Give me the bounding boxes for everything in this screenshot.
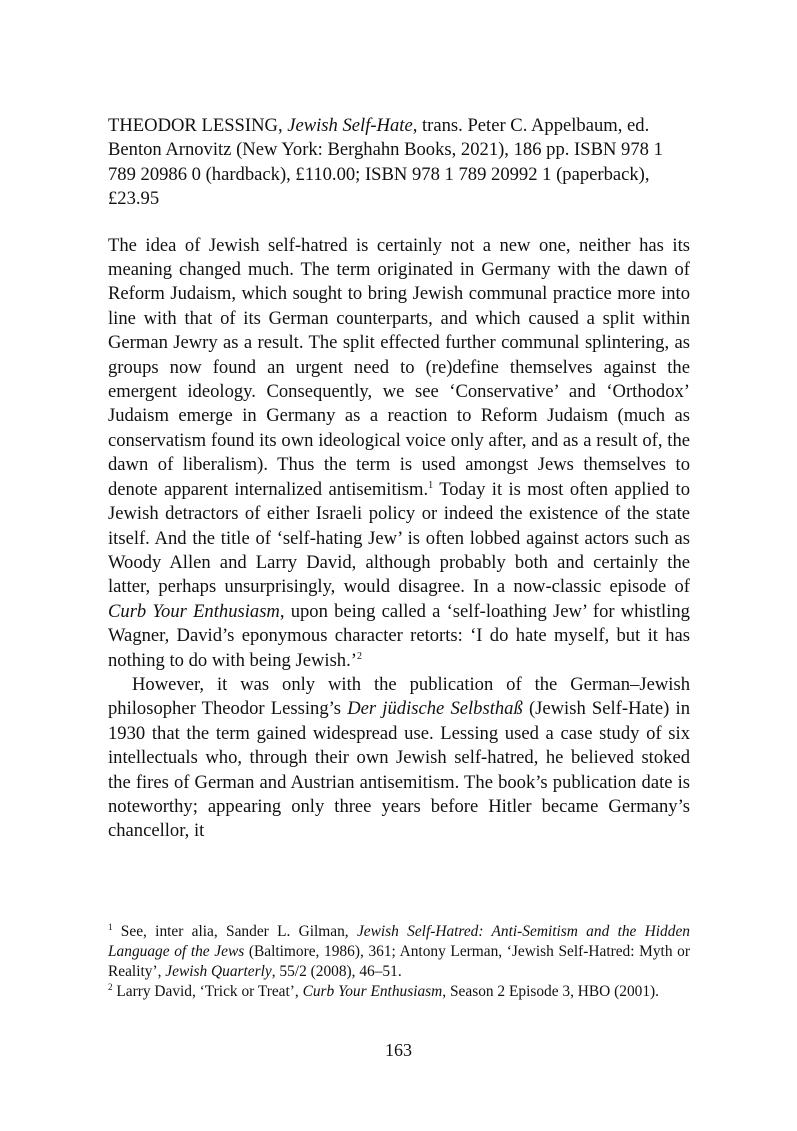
footnote-1-journal: Jewish Quarterly	[165, 963, 272, 980]
page-number: 163	[385, 1040, 412, 1060]
footnote-2-text-b: , Season 2 Episode 3, HBO (2001).	[442, 983, 660, 1000]
footnote-2-show-title: Curb Your Enthusiasm	[302, 983, 443, 1000]
footnote-2	[108, 982, 690, 1002]
footnote-1-text-b: (Baltimore, 1986), 361; Antony Lerman, ‘Jewish Self-Hatred: Myth or Reality’,	[108, 943, 690, 980]
paragraph-1	[108, 234, 690, 673]
paragraph-2-part-2: (Jewish Self-Hate) in 1930 that the term gained widespread use. Lessing used a case study of six intellectuals who, through their own Jewish self-hatred, he believed stoked the fires of German and Austrian antisemitism. The book’s publication date is noteworthy; appearing only three years before Hitler became Germany’s chancellor, it	[108, 698, 690, 842]
paragraph-1-part-2: Today it is most often applied to Jewish detractors of either Israeli policy or indeed the existence of the state itself. And the title of ‘self-hating Jew’ is often lobbed against actors such as Woody Allen and Larry David, although probably both and certainly the latter, perhaps unsurprisingly, would disagree. In a now-classic episode of	[108, 478, 690, 598]
footnote-1-mark: 1	[108, 921, 113, 932]
footnote-ref-2: 2	[356, 650, 362, 662]
footnote-1-text-c: , 55/2 (2008), 46–51.	[271, 963, 402, 980]
citation-separator: ,	[277, 115, 288, 136]
paragraph-1-part-3: , upon being called a ‘self-loathing Jew’ for whistling Wagner, David’s eponymous character retorts: ‘I do hate myself, but it has nothing to do with being Jewish.’	[108, 600, 690, 671]
citation-author: THEODOR LESSING	[108, 115, 278, 136]
citation-title: Jewish Self-Hate	[287, 115, 413, 136]
book-title: Der jüdische Selbsthaß	[347, 698, 523, 720]
show-title: Curb Your Enthusiasm	[108, 600, 280, 622]
citation-heading	[108, 114, 690, 212]
footnotes	[108, 922, 690, 1002]
footnote-1-book-title: Jewish Self-Hatred: Anti-Semitism and the Hidden Language of the Jews	[108, 923, 690, 960]
paragraph-1-part-1: The idea of Jewish self-hatred is certainly not a new one, neither has its meaning changed much. The term originated in Germany with the dawn of Reform Judaism, which sought to bring Jewish communal practice more into line with that of its German counterparts, and which caused a split within German Jewry as a result. The split effected further communal splintering, as groups now found an urgent need to (re)define themselves against the emergent ideology. Consequently, we see ‘Conservative’ and ‘Orthodox’ Judaism emerge in Germany as a reaction to Reform Judaism (much as conservatism found its own ideological voice only after, and as a result of, the dawn of liberalism). Thus the term is used amongst Jews themselves to denote apparent internalized antisemitism.	[108, 234, 690, 500]
footnote-2-text-a: Larry David, ‘Trick or Treat’,	[112, 983, 303, 1000]
review-page	[108, 114, 690, 844]
footnote-2-mark: 2	[108, 981, 113, 992]
citation-details: , trans. Peter C. Appelbaum, ed. Benton Arnovitz (New York: Berghahn Books, 2021), 186 pp. ISBN 978 1 789 20986 0 (hardback), £110.00; ISBN 978 1 789 20992 1 (paperback), £23.95	[108, 115, 663, 210]
paragraph-2	[108, 673, 690, 844]
paragraph-2-part-1: However, it was only with the publication of the German–Jewish philosopher Theodor Lessing’s	[108, 673, 690, 720]
footnote-1-text-a: See, inter alia, Sander L. Gilman,	[112, 923, 357, 940]
review-body	[108, 234, 690, 844]
footnote-ref-1: 1	[428, 479, 434, 491]
footnote-1	[108, 922, 690, 982]
